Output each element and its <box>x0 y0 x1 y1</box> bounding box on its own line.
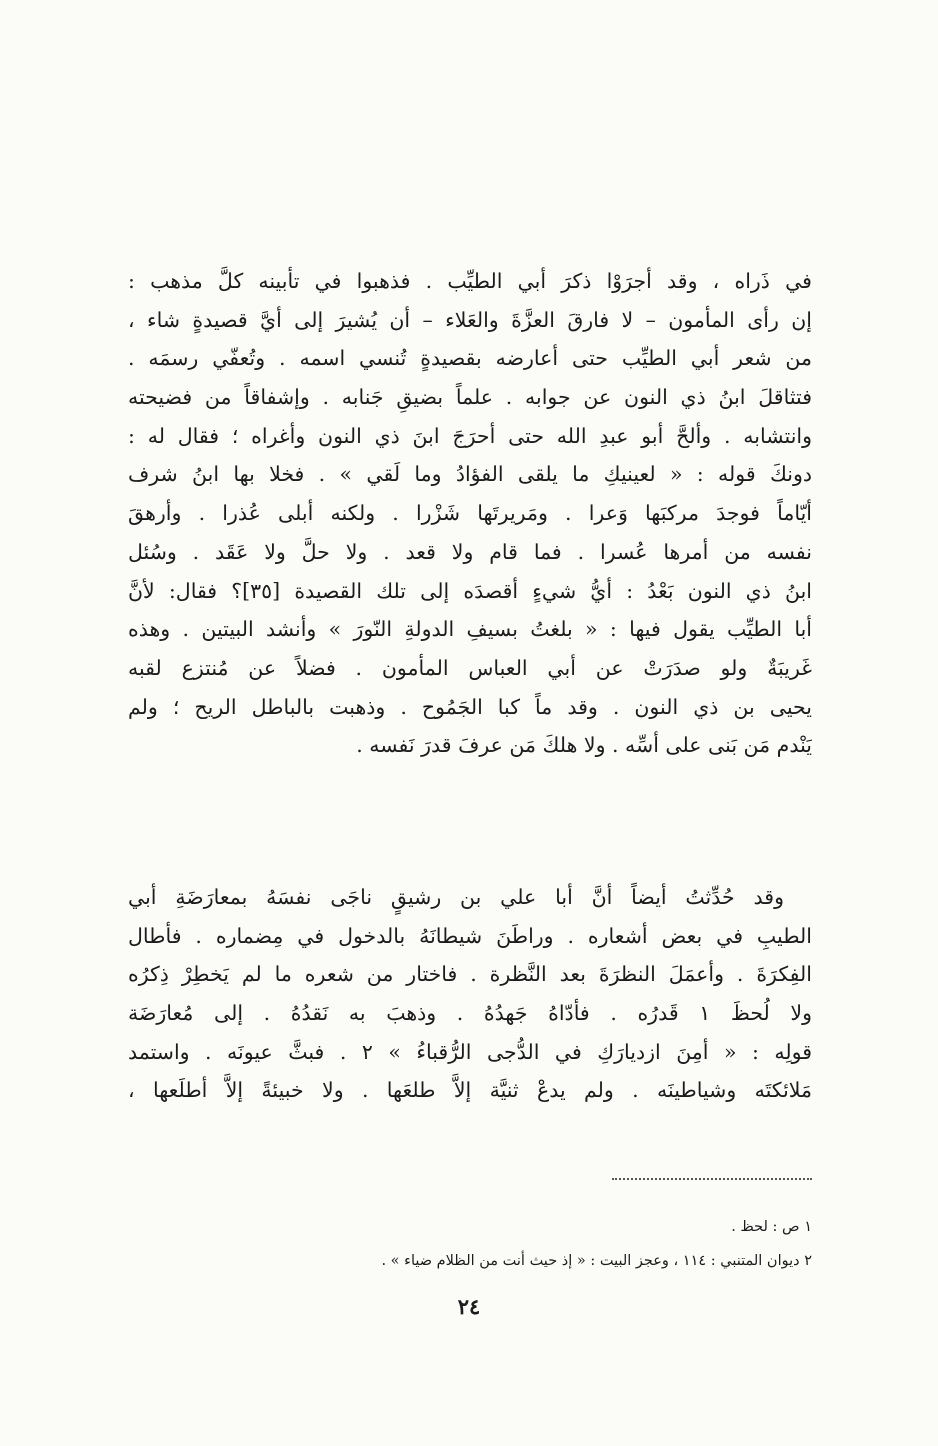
text-line: يحيى بن ذي النون . وقد ماً كبا الجَمُوح . وذهبت بالباطل الريح ؛ ولم <box>128 694 812 719</box>
text-line: يَنْدم مَن بَنى على أسِّه . ولا هلكَ مَن عرفَ قدرَ نَفسه . <box>356 733 812 758</box>
paragraph-1 <box>128 262 812 765</box>
text-line: وقد حُدِّثتُ أيضاً أنَّ أبا علي بن رشيقٍ ناجَى نفسَهُ بمعارَضَةِ أبي <box>128 885 784 909</box>
text-line: ابنُ ذي النون بَعْدُ : أيُّ شيءٍ أقصدَه إلى تلك القصيدة [٣٥]؟ فقال: لأنَّ <box>128 578 812 603</box>
text-line: وانتشابه . وألحَّ أبو عبدِ الله حتى أحرَجَ ابنَ ذي النون وأغراه ؛ فقال له : <box>128 423 812 448</box>
text-line: أبا الطيِّب يقول فيها : « بلغتُ بسيفِ الدولةِ النّورَ » وأنشد البيتين . وهذه <box>128 617 812 642</box>
text-line: مَلائكتَه وشياطينَه . ولم يدعْ ثنيَّة إلاَّ طلعَها . ولا خبيئةً إلاَّ أطلَعها ، <box>128 1078 812 1103</box>
footnote-divider <box>612 1178 812 1180</box>
footnote-1: ١ ص : لحظ . <box>731 1219 812 1235</box>
text-line: غَريبَةٌ ولو صدَرَتْ عن أبي العباس المأمون . فضلاً عن مُنتزع لقبه <box>128 655 812 680</box>
text-line: قولِه : « أمِنَ ازديارَكِ في الدُّجى الرُّقباءُ » ٢ . فبثَّ عيونَه . واستمد <box>128 1039 812 1064</box>
text-line: إن رأى المأمون – لا فارقَ العزَّةَ والعَلاء – أن يُشيرَ إلى أيَّ قصيدةٍ شاء ، <box>128 307 812 332</box>
text-line: فتثاقلَ ابنُ ذي النون عن جوابه . علماً بضيقِ جَنابه . وإشفاقاً من فضيحته <box>128 385 812 410</box>
footnotes <box>200 1210 812 1278</box>
footnote-2: ٢ ديوان المتنبي : ١١٤ ، وعجز البيت : « إذ حيث أنت من الظلام ضياء » . <box>381 1253 812 1269</box>
paragraph-2 <box>128 878 812 1110</box>
text-line: من شعر أبي الطيِّب حتى أعارضه بقصيدةٍ تُنسي اسمه . وتُعفّي رسمَه . <box>128 346 812 371</box>
text-line: في ذَراه ، وقد أجرَوْا ذكرَ أبي الطيِّب . فذهبوا في تأبينه كلَّ مذهب : <box>128 269 812 293</box>
text-line: نفسه من أمرها عُسرا . فما قام ولا قعد . ولا حلَّ ولا عَقَد . وسُئل <box>128 539 812 564</box>
page-number: ٢٤ <box>457 1294 481 1319</box>
text-line: الفِكرَةَ . وأعمَلَ النظرَةَ بعد النَّظرة . فاختار من شعره ما لم يَخطِرْ ذِكرُه <box>128 962 812 987</box>
text-line: أيّاماً فوجدَ مركبَها وَعرا . ومَريرتَها شَزْرا . ولكنه أبلى عُذرا . وأرهقَ <box>128 501 812 526</box>
text-line: دونكَ قوله : « لعينيكِ ما يلقى الفؤادُ وما لَقي » . فخلا بها ابنُ شرف <box>128 462 812 487</box>
text-line: ولا لُحظَ ١ قَدرُه . فأدّاهُ جَهدُهُ . وذهبَ به نَقدُهُ . إلى مُعارَضَة <box>128 1001 812 1026</box>
text-line: الطيبِ في بعض أشعاره . وراطَنَ شيطانَهُ بالدخول في مِضماره . فأطال <box>128 923 812 948</box>
